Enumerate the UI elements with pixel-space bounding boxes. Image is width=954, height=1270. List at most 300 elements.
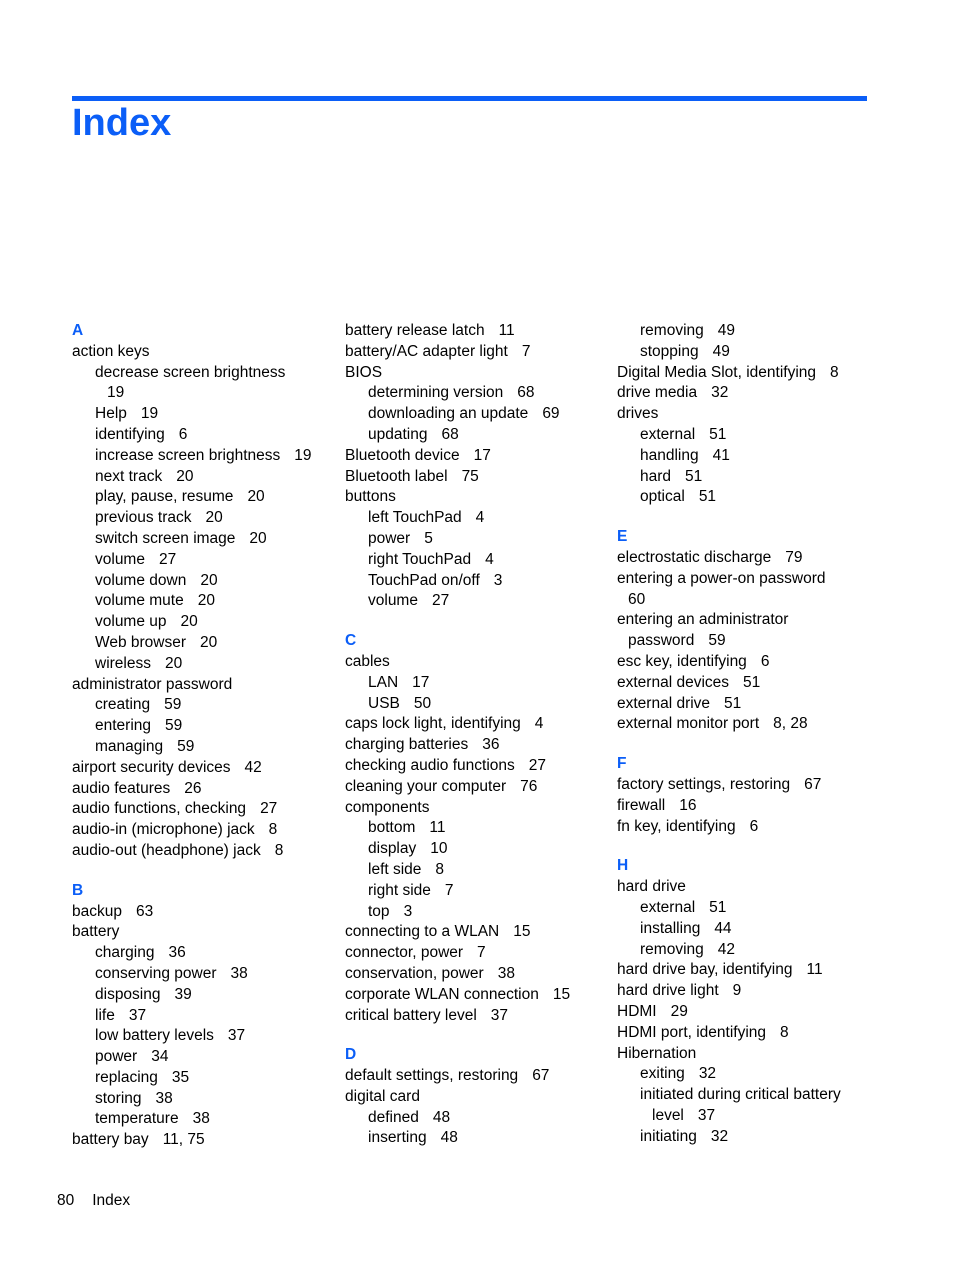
entry-page-ref: 75: [461, 467, 479, 485]
index-subentry: [345, 404, 607, 425]
index-entry: [617, 363, 879, 384]
index-entry: [617, 652, 879, 673]
entry-term: low battery levels: [95, 1027, 214, 1045]
entry-page-ref: 59: [177, 737, 195, 755]
entry-page-ref: 6: [760, 652, 770, 670]
index-subentry: [345, 881, 607, 902]
index-entry: [617, 960, 879, 981]
index-subentry: [72, 1026, 334, 1047]
index-subentry: [617, 446, 879, 467]
entry-term: connecting to a WLAN: [345, 923, 500, 941]
index-subentry: [72, 1089, 334, 1110]
section-gap: [345, 1026, 607, 1045]
index-subentry: [617, 898, 879, 919]
entry-page-ref: 20: [249, 529, 267, 547]
entry-page-ref: 38: [230, 964, 248, 982]
index-entry: [72, 342, 334, 363]
entry-page-ref: 8: [780, 1023, 789, 1041]
index-subentry: [72, 446, 334, 467]
entry-term: entering: [95, 717, 152, 735]
entry-term: updating: [368, 425, 428, 443]
entry-page-ref: 68: [441, 425, 459, 443]
entry-term: bottom: [368, 819, 416, 837]
entry-page-ref: 38: [497, 964, 515, 982]
entry-term: optical: [640, 488, 685, 506]
index-entry-continuation: [617, 590, 879, 611]
index-entry: [617, 981, 879, 1002]
entry-page-ref: 68: [517, 384, 535, 402]
entry-term: external: [640, 898, 696, 916]
index-entry: [345, 714, 607, 735]
entry-term: esc key, identifying: [617, 652, 747, 670]
entry-page-ref: 59: [708, 632, 726, 650]
index-subentry: [72, 487, 334, 508]
index-subentry: [72, 508, 334, 529]
section-letter: A: [72, 322, 84, 339]
entry-term: conservation, power: [345, 964, 484, 982]
entry-page-ref: 27: [158, 550, 177, 568]
entry-page-ref: 51: [709, 425, 727, 443]
entry-page-ref: 6: [749, 817, 759, 835]
index-subentry: [617, 321, 879, 342]
entry-term: hard drive bay, identifying: [617, 961, 793, 979]
entry-page-ref: 42: [717, 940, 735, 958]
entry-page-ref: 38: [192, 1110, 210, 1128]
index-column-1: [72, 321, 334, 1151]
index-entry: [345, 985, 607, 1006]
index-subentry: [345, 1128, 607, 1149]
entry-page-ref: 32: [711, 384, 729, 402]
entry-page-ref: 48: [440, 1129, 458, 1147]
entry-page-ref: 32: [710, 1127, 729, 1145]
entry-page-ref: 7: [444, 881, 454, 899]
entry-page-ref: 8, 28: [773, 715, 808, 733]
entry-term: administrator password: [72, 675, 233, 693]
index-entry: [72, 922, 334, 943]
index-entry: [345, 756, 607, 777]
entry-term: external: [640, 425, 696, 443]
index-entry: [345, 735, 607, 756]
entry-term: hard drive: [617, 878, 686, 896]
entry-page-ref: 3: [493, 571, 503, 589]
index-entry: [345, 342, 607, 363]
entry-page-ref: 48: [432, 1108, 451, 1126]
entry-term: battery release latch: [345, 322, 485, 339]
entry-term: switch screen image: [95, 529, 236, 547]
index-entry: [345, 487, 607, 508]
index-subentry: [345, 591, 607, 612]
index-entry: [617, 694, 879, 715]
index-entry: [617, 796, 879, 817]
index-subentry: [617, 342, 879, 363]
entry-term: entering a power-on password: [617, 569, 826, 587]
entry-page-ref: 44: [714, 919, 732, 937]
entry-page-ref: 4: [534, 715, 544, 733]
entry-term: external monitor port: [617, 715, 760, 733]
entry-term: cables: [345, 652, 390, 670]
entry-page-ref: 17: [412, 673, 430, 691]
entry-term: power: [368, 529, 411, 547]
entry-term: firewall: [617, 796, 666, 814]
index-subentry: [72, 529, 334, 550]
title-rule: [72, 96, 867, 101]
index-entry: [345, 652, 607, 673]
entry-page-ref: 11: [498, 322, 515, 339]
entry-term: action keys: [72, 342, 150, 360]
index-subentry: [617, 940, 879, 961]
index-entry: [345, 964, 607, 985]
entry-term: left side: [368, 860, 422, 878]
entry-page-ref: 42: [244, 758, 262, 776]
entry-term: next track: [95, 467, 163, 485]
section-gap: [617, 508, 879, 527]
entry-term: disposing: [95, 985, 161, 1003]
entry-term: power: [95, 1048, 138, 1066]
page-title: Index: [72, 102, 172, 144]
entry-page-ref: 26: [184, 779, 202, 797]
index-subentry: [72, 467, 334, 488]
index-subentry: [345, 550, 607, 571]
entry-term: corporate WLAN connection: [345, 985, 539, 1003]
index-entry: [617, 877, 879, 898]
index-subentry: [72, 612, 334, 633]
entry-page-ref: 51: [724, 694, 742, 712]
entry-page-ref: 27: [260, 800, 278, 818]
index-subentry: [72, 591, 334, 612]
entry-page-ref: 15: [552, 985, 571, 1003]
entry-term: connector, power: [345, 944, 464, 962]
entry-page-ref: 32: [698, 1065, 717, 1083]
entry-term: external devices: [617, 673, 730, 691]
index-entry: [617, 383, 879, 404]
entry-term: wireless: [95, 654, 151, 672]
section-gap: [72, 862, 334, 881]
entry-page-ref: 37: [128, 1006, 147, 1024]
entry-page-ref: 20: [247, 488, 265, 506]
entry-term: charging batteries: [345, 736, 469, 754]
entry-page-ref: 49: [712, 342, 730, 360]
section-gap: [345, 612, 607, 631]
entry-term: managing: [95, 737, 164, 755]
index-entry: [617, 1023, 879, 1044]
index-subentry: [345, 694, 607, 715]
entry-term: replacing: [95, 1068, 158, 1086]
entry-term: airport security devices: [72, 758, 231, 776]
entry-term: previous track: [95, 509, 192, 527]
entry-term: entering an administrator: [617, 611, 789, 629]
entry-page-ref: 63: [135, 902, 154, 920]
entry-page-ref: 35: [171, 1068, 190, 1086]
index-subentry: [617, 487, 879, 508]
entry-page-ref: 59: [165, 717, 183, 735]
index-subentry: [72, 1109, 334, 1130]
entry-page-ref: 38: [155, 1089, 173, 1107]
index-subentry: [72, 716, 334, 737]
index-entry: [345, 321, 607, 342]
entry-page-ref: 36: [482, 736, 500, 754]
index-entry: [72, 675, 334, 696]
index-entry: [345, 446, 607, 467]
entry-term: conserving power: [95, 964, 217, 982]
index-subentry: [345, 529, 607, 550]
entry-term: defined: [368, 1108, 419, 1126]
index-entry: [617, 404, 879, 425]
entry-page-ref: 41: [712, 446, 730, 464]
index-subentry: [72, 550, 334, 571]
index-subentry: [72, 1006, 334, 1027]
index-entry: [617, 817, 879, 838]
index-entry: [345, 777, 607, 798]
entry-page-ref: 49: [717, 322, 735, 339]
index-subentry: [72, 737, 334, 758]
index-entry: [617, 569, 879, 590]
index-subentry: [617, 425, 879, 446]
index-entry: [617, 673, 879, 694]
entry-page-ref: 60: [628, 590, 646, 608]
index-column-2: [345, 321, 607, 1149]
entry-term: top: [368, 902, 390, 920]
index-subentry: [72, 695, 334, 716]
index-subentry: [345, 860, 607, 881]
entry-page-ref: 50: [413, 694, 432, 712]
entry-term: initiated during critical battery: [640, 1086, 841, 1104]
index-entry: [617, 1002, 879, 1023]
entry-page-ref: 20: [180, 613, 198, 631]
entry-term: HDMI port, identifying: [617, 1023, 767, 1041]
entry-term: LAN: [368, 673, 399, 691]
entry-term: stopping: [640, 342, 699, 360]
entry-term: drives: [617, 405, 659, 423]
entry-term: battery: [72, 923, 120, 941]
section-letter: E: [617, 528, 628, 546]
entry-page-ref: 67: [804, 775, 822, 793]
entry-page-ref: 9: [732, 982, 742, 1000]
index-subentry: [345, 425, 607, 446]
entry-term: decrease screen brightness: [95, 363, 286, 381]
entry-term: buttons: [345, 488, 396, 506]
entry-term: volume: [368, 592, 418, 610]
index-entry-continuation: [617, 631, 879, 652]
index-entry: [345, 943, 607, 964]
index-subentry: [617, 1085, 879, 1106]
index-subentry: [72, 1068, 334, 1089]
index-subentry: [617, 1127, 879, 1148]
entry-page-ref: 17: [473, 446, 491, 464]
section-letter: B: [72, 881, 84, 899]
entry-term: creating: [95, 696, 151, 714]
entry-page-ref: 20: [200, 571, 218, 589]
section-gap: [617, 837, 879, 856]
entry-page-ref: 27: [528, 756, 547, 774]
index-entry: [345, 1006, 607, 1027]
entry-term: increase screen brightness: [95, 446, 281, 464]
index-subentry: [72, 654, 334, 675]
index-column-3: [617, 321, 879, 1147]
entry-term: charging: [95, 944, 155, 962]
entry-page-ref: 15: [513, 923, 531, 941]
entry-term: determining version: [368, 384, 504, 402]
entry-term: Bluetooth device: [345, 446, 460, 464]
index-entry: [617, 1044, 879, 1065]
index-subentry: [72, 404, 334, 425]
index-entry-continuation: [617, 1106, 879, 1127]
entry-term: components: [345, 798, 430, 816]
entry-term: identifying: [95, 425, 165, 443]
index-entry: [72, 758, 334, 779]
entry-term: installing: [640, 919, 701, 937]
entry-page-ref: 34: [151, 1048, 169, 1066]
entry-page-ref: 59: [164, 696, 182, 714]
entry-term: hard: [640, 467, 672, 485]
page-number: 80: [57, 1192, 75, 1209]
index-subentry: [72, 985, 334, 1006]
section-letter: H: [617, 857, 629, 875]
entry-page-ref: 51: [685, 467, 703, 485]
entry-page-ref: 37: [697, 1106, 716, 1124]
index-subentry: [72, 1047, 334, 1068]
entry-page-ref: 16: [679, 796, 697, 814]
index-entry: [345, 1066, 607, 1087]
entry-page-ref: 79: [785, 548, 803, 566]
entry-term: TouchPad on/off: [368, 571, 480, 589]
entry-term: drive media: [617, 384, 698, 402]
index-subentry: [345, 508, 607, 529]
entry-term: display: [368, 840, 417, 858]
entry-page-ref: 7: [477, 944, 486, 962]
entry-page-ref: 37: [227, 1027, 246, 1045]
entry-page-ref: 8: [268, 821, 278, 839]
index-subentry: [72, 964, 334, 985]
index-entry: [72, 820, 334, 841]
entry-term: exiting: [640, 1065, 685, 1083]
entry-page-ref: 3: [403, 902, 413, 920]
entry-term: life: [95, 1006, 115, 1024]
entry-page-ref: 69: [542, 405, 560, 423]
entry-term: removing: [640, 940, 704, 958]
entry-term: hard drive light: [617, 982, 719, 1000]
entry-term: factory settings, restoring: [617, 775, 791, 793]
section-gap: [617, 735, 879, 754]
footer-section: Index: [92, 1192, 131, 1209]
entry-page-ref: 6: [178, 425, 188, 443]
entry-page-ref: 27: [431, 592, 450, 610]
entry-term: external drive: [617, 694, 711, 712]
index-subentry: [345, 818, 607, 839]
entry-term: initiating: [640, 1127, 697, 1145]
entry-term: backup: [72, 902, 122, 920]
entry-term: level: [652, 1106, 684, 1124]
entry-term: cleaning your computer: [345, 777, 507, 795]
entry-page-ref: 11, 75: [162, 1131, 205, 1149]
entry-page-ref: 8: [274, 841, 284, 859]
entry-term: USB: [368, 694, 400, 712]
index-subentry: [345, 1108, 607, 1129]
index-entry: [72, 1130, 334, 1151]
index-subentry: [72, 633, 334, 654]
index-entry: [345, 1087, 607, 1108]
index-entry: [617, 610, 879, 631]
entry-term: right side: [368, 881, 431, 899]
index-entry: [72, 779, 334, 800]
index-subentry: [345, 902, 607, 923]
index-subentry: [72, 425, 334, 446]
index-entry: [617, 714, 879, 735]
entry-page-ref: 51: [743, 673, 761, 691]
entry-page-ref: 19: [107, 384, 125, 402]
entry-page-ref: 20: [205, 509, 223, 527]
index-entry: [72, 799, 334, 820]
index-subentry: [72, 363, 334, 384]
entry-term: play, pause, resume: [95, 488, 234, 506]
entry-term: Hibernation: [617, 1044, 697, 1062]
entry-page-ref: 8: [435, 860, 445, 878]
entry-term: audio-out (headphone) jack: [72, 841, 261, 859]
entry-page-ref: 37: [490, 1006, 509, 1024]
entry-term: Digital Media Slot, identifying: [617, 363, 817, 381]
entry-term: electrostatic discharge: [617, 548, 772, 566]
entry-term: audio features: [72, 779, 171, 797]
entry-term: Help: [95, 405, 127, 423]
entry-term: digital card: [345, 1087, 420, 1105]
index-subentry: [72, 943, 334, 964]
entry-page-ref: 36: [168, 944, 186, 962]
index-entry: [72, 902, 334, 923]
entry-page-ref: 51: [698, 488, 717, 506]
entry-page-ref: 4: [485, 550, 494, 568]
index-subentry: [617, 1064, 879, 1085]
entry-term: battery/AC adapter light: [345, 342, 508, 360]
index-entry: [617, 775, 879, 796]
entry-page-ref: 11: [429, 819, 446, 837]
index-subentry: [72, 571, 334, 592]
entry-term: downloading an update: [368, 405, 529, 423]
index-entry: [345, 467, 607, 488]
entry-term: fn key, identifying: [617, 817, 736, 835]
index-subentry: [345, 673, 607, 694]
entry-page-ref: 7: [521, 342, 531, 360]
index-subentry: [345, 383, 607, 404]
entry-term: temperature: [95, 1110, 179, 1128]
entry-term: right TouchPad: [368, 550, 472, 568]
index-subentry: [345, 839, 607, 860]
entry-term: audio-in (microphone) jack: [72, 821, 255, 839]
entry-term: left TouchPad: [368, 509, 462, 527]
entry-term: caps lock light, identifying: [345, 715, 521, 733]
entry-page-ref: 19: [294, 446, 312, 464]
entry-page-ref: 5: [424, 529, 433, 547]
index-subentry: [617, 919, 879, 940]
index-entry: [617, 548, 879, 569]
entry-page-ref: 11: [806, 961, 823, 979]
entry-term: password: [628, 632, 695, 650]
entry-page-ref: 20: [164, 654, 183, 672]
index-entry: [345, 363, 607, 384]
entry-page-ref: 51: [709, 898, 727, 916]
entry-term: HDMI: [617, 1002, 657, 1020]
index-entry: [345, 798, 607, 819]
entry-term: inserting: [368, 1129, 427, 1147]
entry-page-ref: 76: [520, 777, 538, 795]
entry-page-ref: 20: [200, 633, 218, 651]
page-footer: [57, 1191, 130, 1211]
entry-page-ref: 67: [532, 1067, 550, 1085]
entry-term: checking audio functions: [345, 756, 515, 774]
section-letter: D: [345, 1046, 357, 1064]
entry-term: removing: [640, 322, 704, 339]
entry-term: volume up: [95, 613, 167, 631]
index-entry: [345, 922, 607, 943]
index-entry-continuation: [72, 383, 334, 404]
